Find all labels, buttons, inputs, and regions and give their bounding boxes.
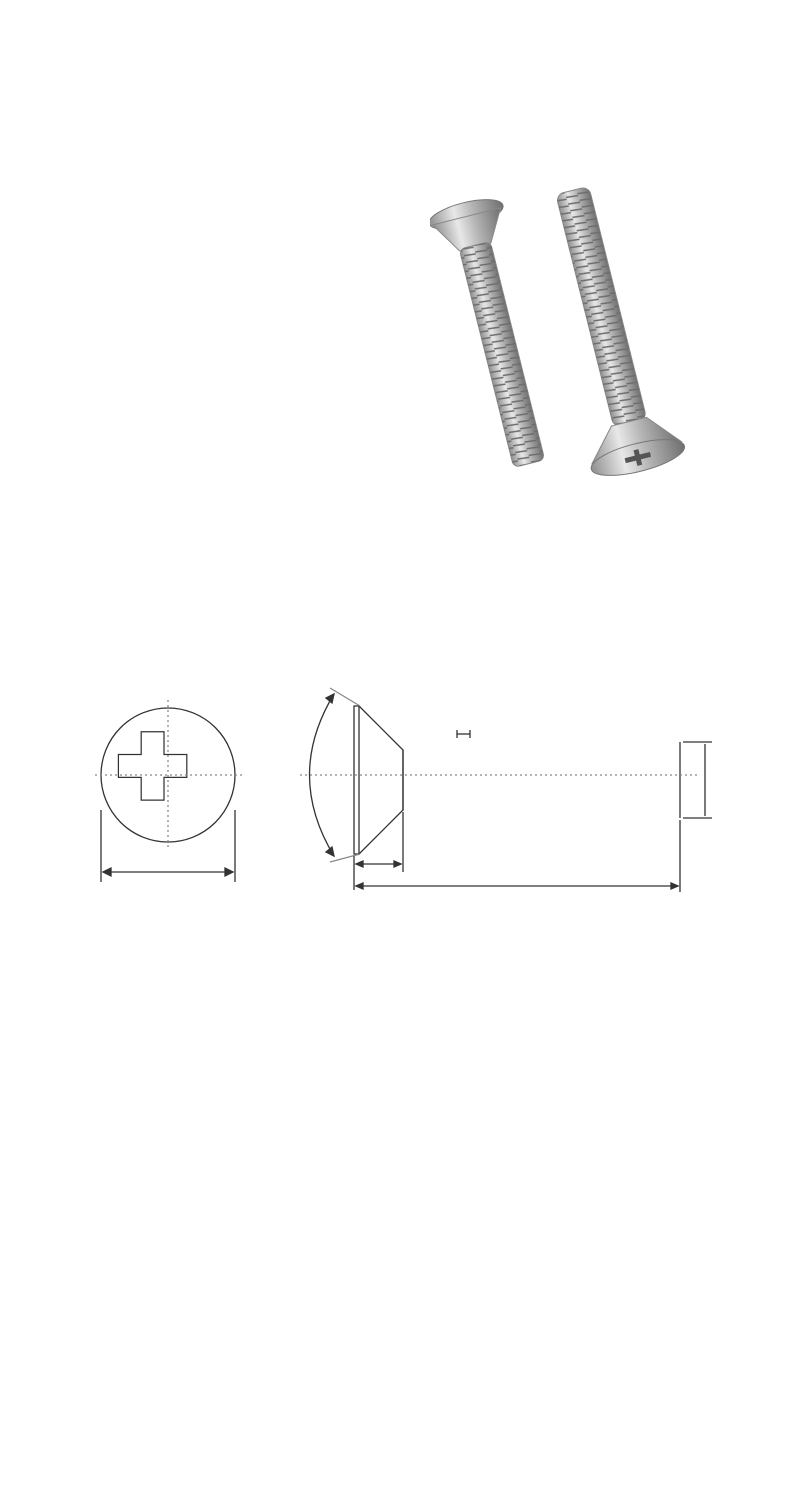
phillips-recess: [118, 732, 186, 800]
head-side-view: [354, 706, 359, 854]
product-photo: [430, 178, 730, 488]
screw-right-image: [525, 179, 688, 483]
legend-line-2: [0, 1057, 790, 1079]
screw-left-image: [430, 194, 565, 473]
dimension-drawing: [0, 660, 790, 920]
legend-line-1: [0, 996, 790, 1018]
